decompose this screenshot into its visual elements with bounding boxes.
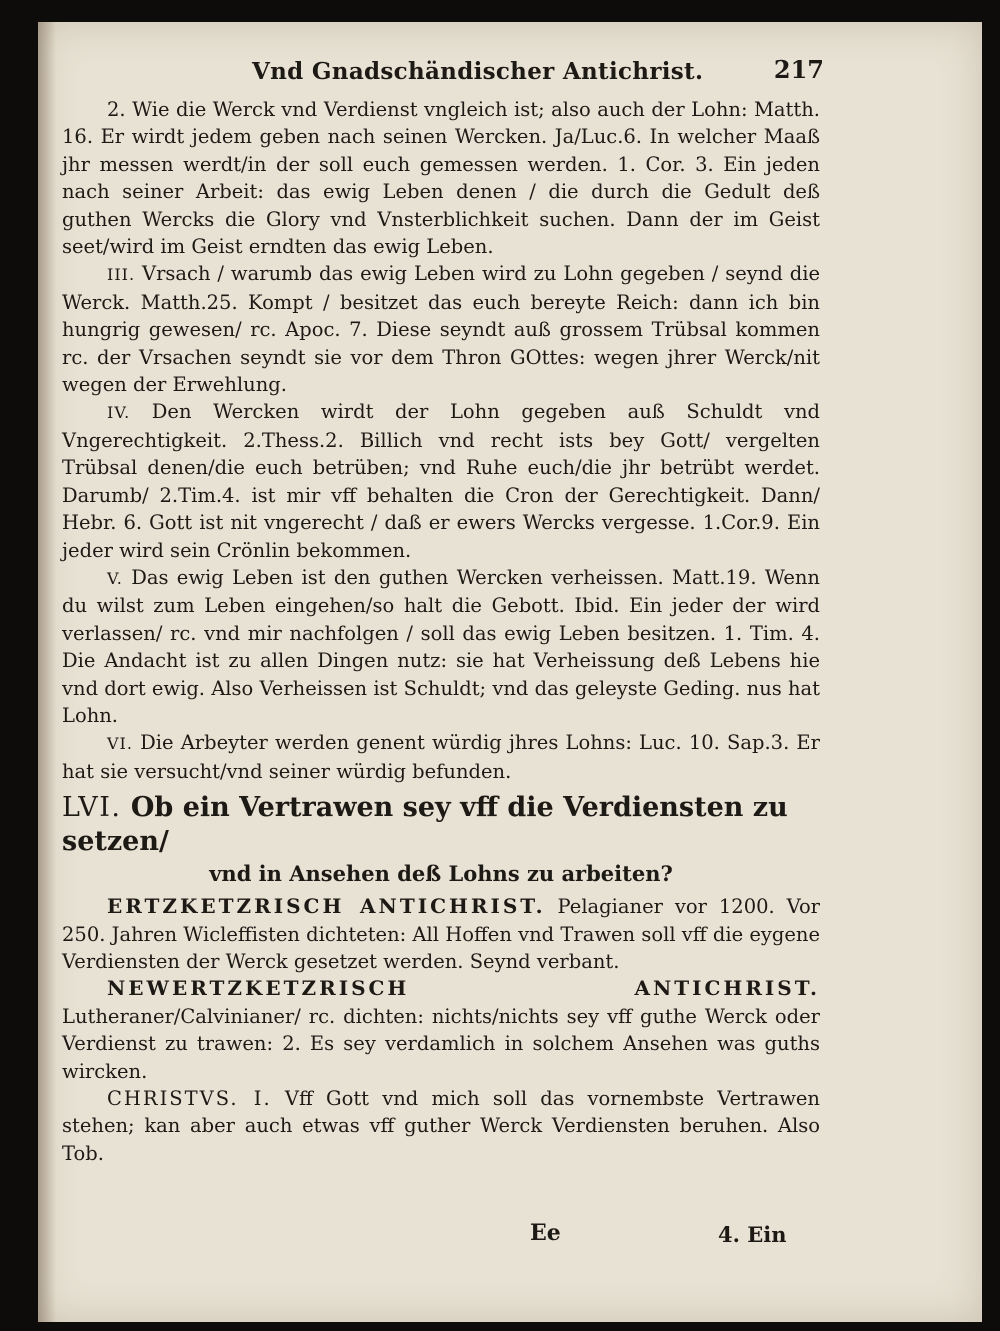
signature-mark: Ee xyxy=(530,1220,561,1246)
question-subtitle: vnd in Ansehen deß Lohns zu arbeiten? xyxy=(209,861,673,887)
paragraph-6-text: Die Arbeyter werden genent würdig jhres Lohns: Luc. 10. Sap.3. Er hat sie versucht/vnd seiner würdig befunden. xyxy=(62,731,820,783)
answer-2 xyxy=(62,975,820,1085)
paragraph-3-number: III. xyxy=(107,265,136,285)
paragraph-6-number: VI. xyxy=(107,734,133,754)
running-title: Vnd Gnadschändischer Antichrist. xyxy=(252,58,704,85)
answer-3-label: CHRISTVS. I. xyxy=(107,1087,272,1110)
question-heading xyxy=(62,791,820,859)
paragraph-6 xyxy=(62,729,820,785)
catchword: 4. Ein xyxy=(718,1222,787,1247)
answer-1-text: Pelagianer vor 1200. Vor 250. Jahren Wicleffisten dichteten: All Hoffen vnd Trawen soll vff die eygene Verdiensten der Werck gesetzet werden. Seynd verbant. xyxy=(62,895,821,973)
paragraph-5 xyxy=(62,564,820,729)
answer-1-label: ERTZKETZRISCH ANTICHRIST. xyxy=(107,894,546,919)
paragraph-4-number: IV. xyxy=(107,403,131,423)
answer-2-text: Lutheraner/Calvinianer/ rc. dichten: nichts/nichts sey vff guthe Werck oder Verdienst zu trawen: 2. Es sey verdamlich in solchem Ansehen was guths wircken. xyxy=(62,1004,820,1083)
answer-1 xyxy=(62,893,820,975)
answer-3-text: Vff Gott vnd mich soll das vornembste Vertrawen stehen; kan aber auch etwas vff guther Werck Verdiensten beruhen. Also Tob. xyxy=(62,1087,820,1165)
page-header xyxy=(62,52,824,96)
paragraph-2: 2. Wie die Werck vnd Verdienst vngleich ist; also auch der Lohn: Matth. 16. Er wirdt jedem geben nach seinen Wercken. Ja/Luc.6. In welcher Maaß jhr messen werdt/in der soll euch gemessen werden. 1. Cor. 3. Ein jeden nach seiner Arbeit: das ewig Leben denen / die durch die Gedult deß guthen Wercks die Glory vnd Vnsterblichkeit suchen. Dann der im Geist seet/wird im Geist erndten das ewig Leben. xyxy=(62,98,820,259)
page-number: 217 xyxy=(773,55,824,84)
answer-2-label: NEWERTZKETZRISCH ANTICHRIST. xyxy=(107,976,820,1001)
page-gutter-shadow xyxy=(38,22,56,1322)
paragraph-5-text: Das ewig Leben ist den guthen Wercken verheissen. Matt.19. Wenn du wilst zum Leben eingehen/so halt die Gebott. Ibid. Ein jeder der wird verlassen/ rc. vnd mir nachfolgen / soll das ewig Leben besitzen. 1. Tim. 4. Die Andacht ist zu allen Dingen nutz: sie hat Verheissung deß Lebens hie vnd dort ewig. Also Verheissen ist Schuldt; vnd das geleyste Geding. nus hat Lohn. xyxy=(62,565,820,727)
paragraph-5-number: V. xyxy=(107,568,123,588)
paragraph-4 xyxy=(62,398,820,563)
question-title: Ob ein Vertrawen sey vff die Verdiensten zu setzen/ xyxy=(62,792,788,858)
paragraph-4-text: Den Wercken wirdt der Lohn gegeben auß Schuldt vnd Vngerechtigkeit. 2.Thess.2. Billich vnd recht ists bey Gott/ vergelten Trübsal denen/die euch betrüben; vnd Ruhe euch/die jhr betrübt werdet. Darumb/ 2.Tim.4. ist mir vff behalten die Cron der Gerechtigkeit. Dann/ Hebr. 6. Gott ist nit vngerecht / daß er ewers Wercks vergesse. 1.Cor.9. Ein jeder wird sein Crönlin bekommen. xyxy=(62,400,821,562)
question-number: LVI. xyxy=(62,792,122,824)
answer-3 xyxy=(62,1085,820,1167)
paragraph-3-text: Vrsach / warumb das ewig Leben wird zu Lohn gegeben / seynd die Werck. Matth.25. Kompt / besitzet das euch bereyte Reich: dann ich bin hungrig gewesen/ rc. Apoc. 7. Diese seyndt auß grossem Trübsal kommen rc. der Vrsachen seyndt sie vor dem Thron GOttes: wegen jhrer Werck/nit wegen der Erwehlung. xyxy=(62,262,820,397)
paragraph-3 xyxy=(62,260,820,398)
page-text-block xyxy=(62,52,824,1167)
